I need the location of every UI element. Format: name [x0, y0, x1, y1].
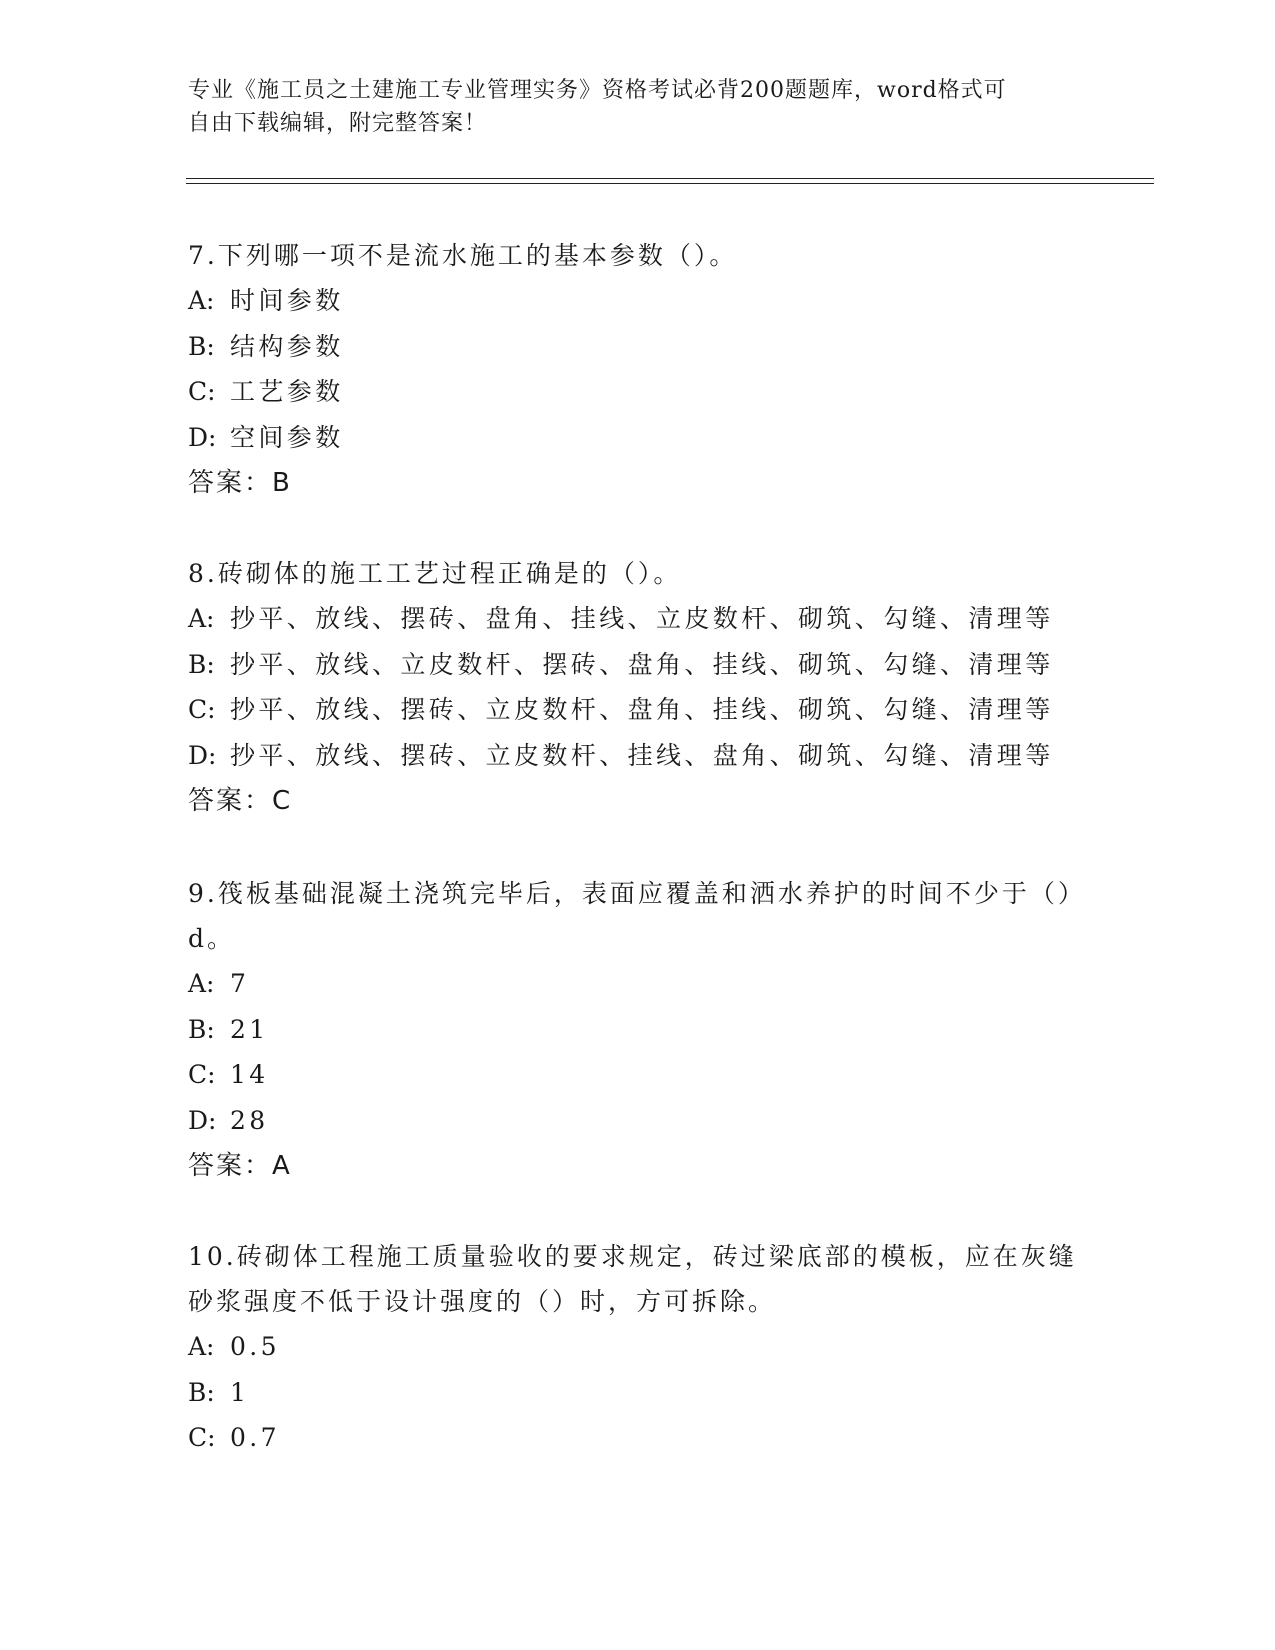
option-letter: B:: [188, 1377, 215, 1407]
option-c: [188, 687, 1088, 733]
option-letter: C:: [188, 377, 216, 406]
document-header: [188, 74, 1068, 140]
option-letter: A:: [188, 969, 215, 998]
option-text: 0.7: [230, 1423, 280, 1452]
option-d: [188, 733, 1088, 779]
option-letter: D:: [188, 740, 217, 770]
option-letter: A:: [188, 286, 215, 315]
option-letter: D:: [188, 422, 217, 452]
option-letter: B:: [188, 331, 215, 361]
question-9: [188, 871, 1088, 1189]
question-stem: 9.筏板基础混凝土浇筑完毕后，表面应覆盖和洒水养护的时间不少于（）d。: [188, 879, 1086, 953]
option-b: [188, 642, 1088, 688]
question-8: [188, 551, 1088, 824]
question-stem: 8.砖砌体的施工工艺过程正确是的（）。: [188, 559, 682, 588]
answer: 答案：B: [188, 468, 292, 498]
header-divider-bottom: [186, 183, 1154, 184]
option-c: [188, 1052, 1088, 1098]
option-text: 抄平、放线、摆砖、盘角、挂线、立皮数杆、砌筑、勾缝、清理等: [230, 604, 1054, 633]
option-letter: B:: [188, 649, 215, 679]
header-title-line-2: 自由下载编辑，附完整答案！: [188, 111, 488, 136]
option-c: [188, 1415, 1088, 1461]
option-b: [188, 1370, 1088, 1416]
option-letter: D:: [188, 1105, 217, 1135]
option-text: 抄平、放线、立皮数杆、摆砖、盘角、挂线、砌筑、勾缝、清理等: [230, 649, 1054, 679]
question-10: [188, 1234, 1088, 1461]
option-text: 时间参数: [230, 286, 344, 315]
option-text: 1: [230, 1377, 250, 1407]
option-b: [188, 1007, 1088, 1053]
option-text: 0.5: [230, 1332, 280, 1361]
option-letter: B:: [188, 1014, 215, 1044]
option-text: 7: [230, 969, 250, 998]
option-a: [188, 278, 1088, 324]
option-text: 14: [230, 1060, 269, 1089]
option-text: 抄平、放线、摆砖、立皮数杆、盘角、挂线、砌筑、勾缝、清理等: [230, 695, 1054, 724]
question-stem: 7.下列哪一项不是流水施工的基本参数（）。: [188, 241, 738, 270]
answer: 答案：A: [188, 1151, 292, 1181]
option-letter: A:: [188, 1332, 215, 1361]
option-letter: C:: [188, 695, 216, 724]
option-letter: A:: [188, 604, 215, 633]
option-text: 抄平、放线、摆砖、立皮数杆、挂线、盘角、砌筑、勾缝、清理等: [230, 740, 1054, 770]
header-title-line-1: 专业《施工员之土建施工专业管理实务》资格考试必背200题题库，word格式可: [188, 78, 1007, 103]
answer: 答案：C: [188, 786, 293, 816]
option-b: [188, 324, 1088, 370]
question-stem: 10.砖砌体工程施工质量验收的要求规定，砖过梁底部的模板，应在灰缝砂浆强度不低于设计强度的（）时，方可拆除。: [188, 1242, 1077, 1316]
option-text: 28: [230, 1105, 269, 1135]
option-a: [188, 596, 1088, 642]
option-text: 工艺参数: [230, 377, 344, 406]
question-7: [188, 233, 1088, 506]
option-text: 结构参数: [230, 331, 344, 361]
option-a: [188, 961, 1088, 1007]
option-letter: C:: [188, 1060, 216, 1089]
option-letter: C:: [188, 1423, 216, 1452]
option-text: 21: [230, 1014, 269, 1044]
header-divider-top: [186, 178, 1154, 179]
option-a: [188, 1324, 1088, 1370]
option-d: [188, 1098, 1088, 1144]
option-c: [188, 369, 1088, 415]
option-d: [188, 415, 1088, 461]
option-text: 空间参数: [230, 422, 344, 452]
